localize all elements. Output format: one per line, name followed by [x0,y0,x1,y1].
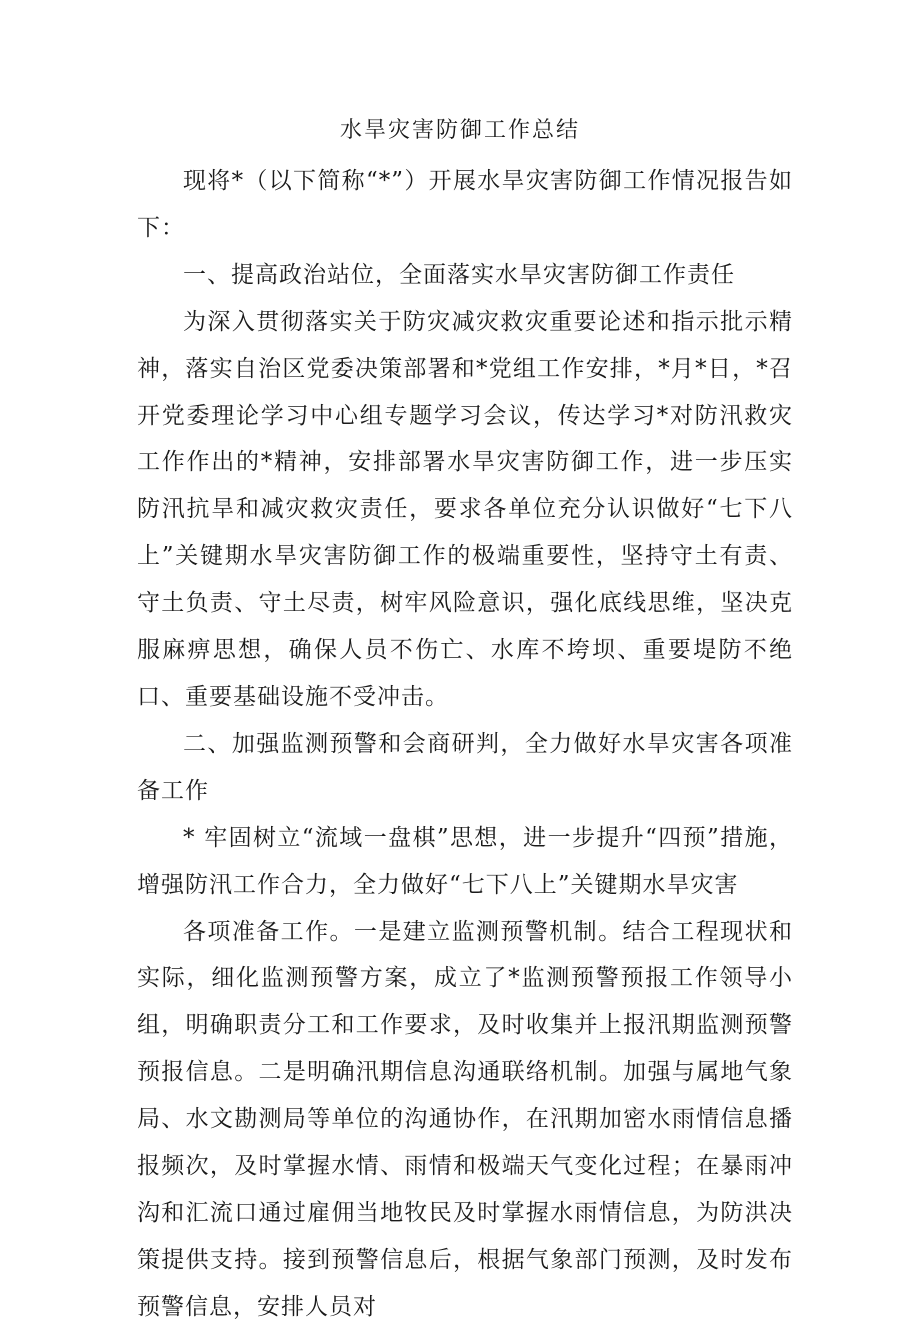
document-body [137,158,793,1331]
paragraph-section-2-lead: * 牢固树立“流域一盘棋”思想，进一步提升“四预”措施，增强防汛工作合力，全力做好“七下八上”关键期水旱灾害 [137,824,793,898]
paragraph-section-1: 为深入贯彻落实关于防灾减灾救灾重要论述和指示批示精神，落实自治区党委决策部署和*党组工作安排，*月*日，*召开党委理论学习中心组专题学习会议，传达学习*对防汛救灾工作作出的*精神，安排部署水旱灾害防御工作，进一步压实防汛抗旱和减灾救灾责任，要求各单位充分认识做好“七下八上”关键期水旱灾害防御工作的极端重要性，坚持守土有责、守土负责、守土尽责，树牢风险意识，强化底线思维，坚决克服麻痹思想，确保人员不伤亡、水库不垮坝、重要堤防不绝口、重要基础设施不受冲击。 [137,308,793,710]
paragraph-heading-2: 二、加强监测预警和会商研判，全力做好水旱灾害各项准备工作 [137,730,793,804]
paragraph-section-2-body: 各项准备工作。一是建立监测预警机制。结合工程现状和实际，细化监测预警方案，成立了*监测预警预报工作领导小组，明确职责分工和工作要求，及时收集并上报汛期监测预警预报信息。二是明确汛期信息沟通联络机制。加强与属地气象局、水文勘测局等单位的沟通协作，在汛期加密水雨情信息播报频次，及时掌握水情、雨情和极端天气变化过程；在暴雨冲沟和汇流口通过雇佣当地牧民及时掌握水雨情信息，为防洪决策提供支持。接到预警信息后，根据气象部门预测，及时发布预警信息，安排人员对 [137,918,793,1320]
paragraph-heading-1: 一、提高政治站位，全面落实水旱灾害防御工作责任 [183,261,735,288]
paragraph-intro: 现将*（以下简称“*”）开展水旱灾害防御工作情况报告如下： [137,168,793,241]
document-title: 水旱灾害防御工作总结 [339,118,580,143]
